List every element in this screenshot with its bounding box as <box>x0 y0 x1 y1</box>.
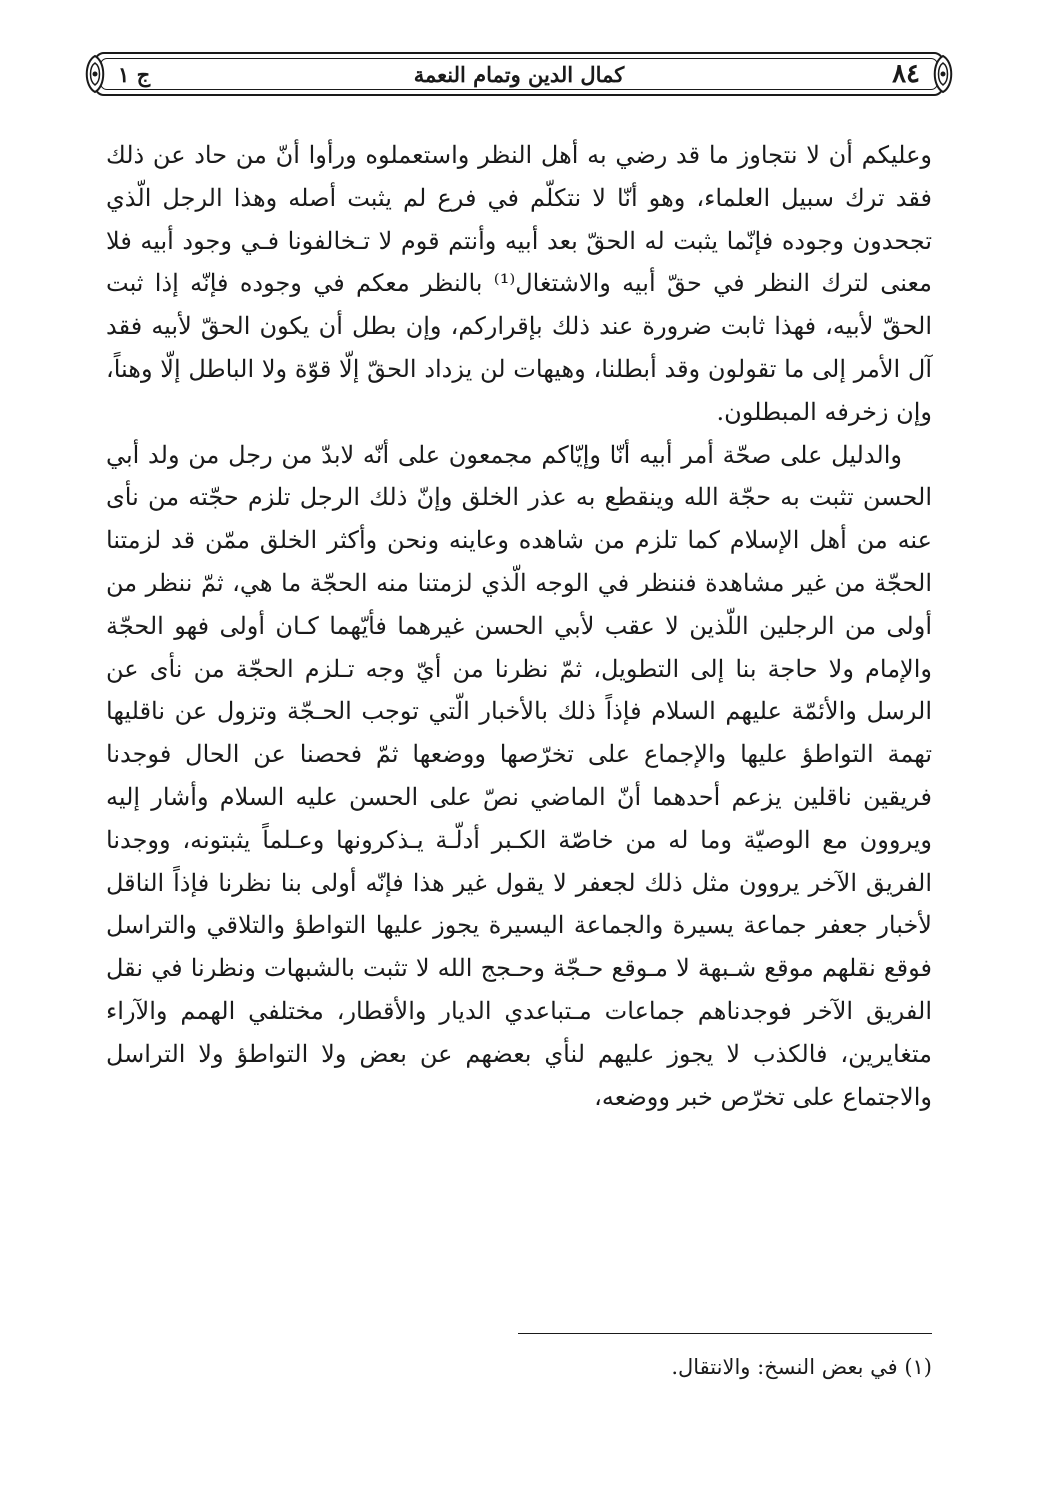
running-header <box>94 52 944 96</box>
paragraph: وعليكم أن لا نتجاوز ما قد رضي به أهل النظر واستعملوه ورأوا أنّ من حاد عن ذلك فقد ترك سبيل العلماء، وهو أنّا لا نتكلّم في فرع لم يثبت أصله وهذا الرجل الّذي تجحدون وجوده فإنّما يثبت له الحقّ بعد أبيه وأنتم قوم لا تـخالفونا فـي وجود أبيه فلا معنى لترك النظر في حقّ أبيه والاشتغال⁽¹⁾ بالنظر معكم في وجوده فإنّه إذا ثبت الحقّ لأبيه، فهذا ثابت ضرورة عند ذلك بإقراركم، وإن بطل أن يكون الحقّ لأبيه فقد آل الأمر إلى ما تقولون وقد أبطلنا، وهيهات لن يزداد الحقّ إلّا قوّة ولا الباطل إلّا وهناً، وإن زخرفه المبطلون. <box>106 141 932 426</box>
footnote-separator <box>518 1333 932 1334</box>
main-text <box>106 134 932 1118</box>
footnote: (١) في بعض النسخ: والانتقال. <box>671 1355 932 1379</box>
paragraph: والدليل على صحّة أمر أبيه أنّا وإيّاكم مجمعون على أنّه لابدّ من رجل من ولد أبي الحسن تثبت به حجّة الله وينقطع به عذر الخلق وإنّ ذلك الرجل تلزم حجّته من نأى عنه من أهل الإسلام كما تلزم من شاهده وعاينه ونحن وأكثر الخلق ممّن قد لزمتنا الحجّة من غير مشاهدة فننظر في الوجه الّذي لزمتنا منه الحجّة ما هي، ثمّ ننظر من أولى من الرجلين اللّذين لا عقب لأبي الحسن غيرهما فأيّهما كـان أولى فهو الحجّة والإمام ولا حاجة بنا إلى التطويل، ثمّ نظرنا من أيّ وجه تـلزم الحجّة من نأى عن الرسل والأئمّة عليهم السلام فإذاً ذلك بالأخبار الّتي توجب الحـجّة وتزول عن ناقليها تهمة التواطؤ عليها والإجماع على تخرّصها ووضعها ثمّ فحصنا عن الحال فوجدنا فريقين ناقلين يزعم أحدهما أنّ الماضي نصّ على الحسن عليه السلام وأشار إليه ويروون مع الوصيّة وما له من خاصّة الكـبر أدلّـة يـذكرونها وعـلماً يثبتونه، ووجدنا الفريق الآخر يروون مثل ذلك لجعفر لا يقول غير هذا فإنّه أولى بنا نظرنا فإذاً الناقل لأخبار جعفر جماعة يسيرة والجماعة اليسيرة يجوز عليها التواطؤ والتلاقي والتراسل فوقع نقلهم موقع شـبهة لا مـوقع حـجّة وحـجج الله لا تثبت بالشبهات ونظرنا في نقل الفريق الآخر فوجدناهم جماعات مـتباعدي الديار والأقطار، مختلفي الهمم والآراء متغايرين، فالكذب لا يجوز عليهم لنأي بعضهم عن بعض ولا التواطؤ ولا التراسل والاجتماع على تخرّص خبر ووضعه، <box>106 440 933 1111</box>
book-title: كمال الدين وتمام النعمة <box>413 61 625 87</box>
header-ornament-left-icon <box>80 54 110 94</box>
page-number: ٨٤ <box>892 59 920 89</box>
header-ornament-right-icon <box>928 54 958 94</box>
volume-label: ج ١ <box>118 61 151 87</box>
